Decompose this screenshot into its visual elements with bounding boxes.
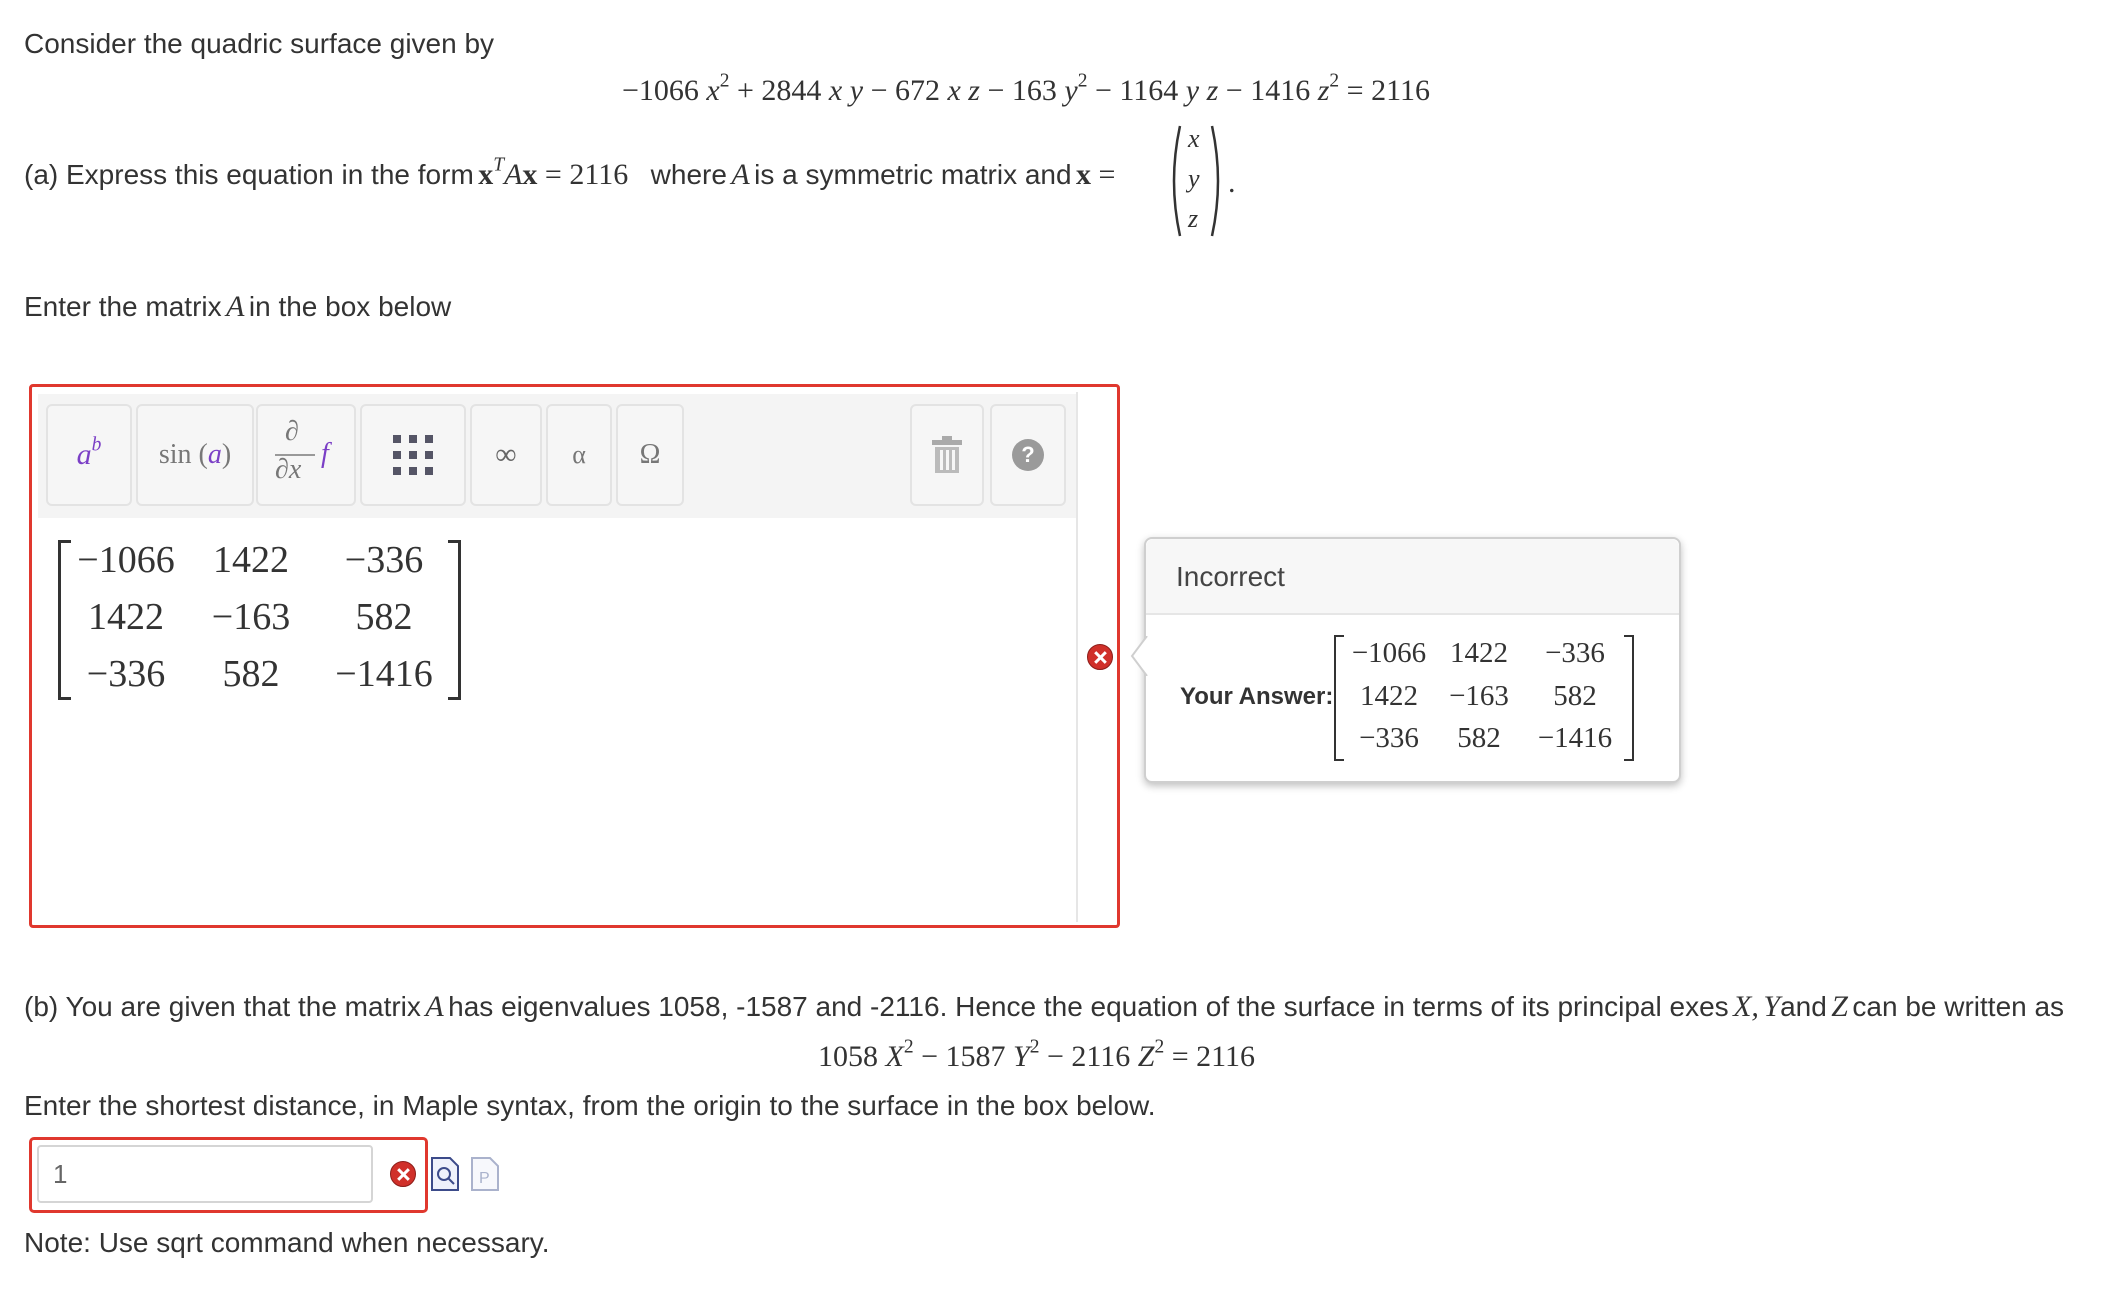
intro-text: Consider the quadric surface given by xyxy=(24,28,495,59)
matrix-cell: 582 xyxy=(222,653,280,695)
sine-icon: sin (a) xyxy=(158,439,232,470)
math-toolbar xyxy=(38,394,1076,518)
part-b-prompt: (b) You are given that the matrix A has eigenvalues 1058, -1587 and -2116. Hence the equation of the surface in terms of its principal exes X, Yand Z can be written as xyxy=(24,990,2065,1023)
incorrect-icon[interactable] xyxy=(390,1161,416,1187)
feedback-cell: −336 xyxy=(1359,722,1419,754)
infinity-button[interactable] xyxy=(470,404,542,506)
popup-pointer xyxy=(1130,636,1148,676)
help-button[interactable] xyxy=(990,404,1066,506)
power-icon: $a^b$ xyxy=(76,434,102,471)
matrix-cell: −1066 xyxy=(77,539,175,581)
clear-button[interactable] xyxy=(910,404,984,506)
infinity-icon: ∞ xyxy=(495,438,517,471)
xyz-vector xyxy=(1166,122,1226,240)
matrix-button[interactable] xyxy=(360,404,466,506)
vector-period: . xyxy=(1228,166,1236,199)
matrix-cell: 1422 xyxy=(88,596,164,638)
trash-icon xyxy=(930,436,964,474)
matrix-grid-icon xyxy=(391,433,435,477)
vector-x: x xyxy=(1188,124,1200,153)
matrix-cell: −163 xyxy=(211,596,291,638)
greek-lower-button[interactable] xyxy=(546,404,612,506)
enter-matrix-instruction: Enter the matrix A in the box below xyxy=(24,290,452,323)
vector-y: y xyxy=(1188,164,1200,193)
derivative-icon: ∂ ∂x f xyxy=(275,416,329,485)
incorrect-icon[interactable] xyxy=(1087,644,1113,670)
feedback-status: Incorrect xyxy=(1176,561,1285,592)
distance-input[interactable] xyxy=(37,1145,373,1203)
feedback-cell: −336 xyxy=(1545,637,1605,669)
matrix-cell: −336 xyxy=(344,539,424,581)
vector-z: z xyxy=(1188,204,1199,233)
preview-icon[interactable] xyxy=(430,1156,460,1192)
feedback-popup xyxy=(1144,537,1681,783)
matrix-cell: −1416 xyxy=(335,653,433,695)
svg-text:P: P xyxy=(479,1170,490,1187)
feedback-cell: −163 xyxy=(1449,680,1509,712)
feedback-cell: 1422 xyxy=(1360,680,1418,712)
omega-icon: Ω xyxy=(639,439,661,470)
quadric-equation: −1066 $x^2 + 2844$ x y − 672 x z − 163 $y^2 - 1164$ y z − 1416 $z^2 = 2116$ xyxy=(622,70,1430,107)
calculus-button[interactable] xyxy=(256,404,356,506)
matrix-cell: 582 xyxy=(355,596,413,638)
entered-matrix[interactable] xyxy=(56,538,466,700)
feedback-cell: −1416 xyxy=(1537,722,1613,754)
power-button[interactable] xyxy=(46,404,132,506)
matrix-cell: 1422 xyxy=(213,539,289,581)
feedback-cell: −1066 xyxy=(1351,637,1427,669)
greek-upper-button[interactable] xyxy=(616,404,684,506)
feedback-cell: 1422 xyxy=(1450,637,1508,669)
feedback-header xyxy=(1146,539,1679,615)
feedback-cell: 582 xyxy=(1457,722,1501,754)
feedback-cell: 582 xyxy=(1553,680,1597,712)
matrix-cell: −336 xyxy=(86,653,166,695)
distance-instruction: Enter the shortest distance, in Maple syntax, from the origin to the surface in the box below. xyxy=(24,1090,1156,1121)
function-button[interactable] xyxy=(136,404,254,506)
part-a-prompt: (a) Express this equation in the form $x^TAx = 2116$ where A is a symmetric matrix and x = xyxy=(24,154,1116,191)
help-icon: ? xyxy=(1012,439,1044,471)
syntax-help-icon[interactable] xyxy=(470,1156,500,1192)
feedback-matrix xyxy=(1334,635,1634,759)
matrix-right-bracket xyxy=(448,540,461,700)
principal-axes-equation: 1058 $X^2 - 1587$ $Y^2 - 2116$ $Z^2 = 2116$ xyxy=(818,1036,1255,1073)
alpha-icon: α xyxy=(572,440,586,469)
your-answer-label: Your Answer: xyxy=(1180,683,1334,710)
note-text: Note: Use sqrt command when necessary. xyxy=(24,1227,550,1258)
